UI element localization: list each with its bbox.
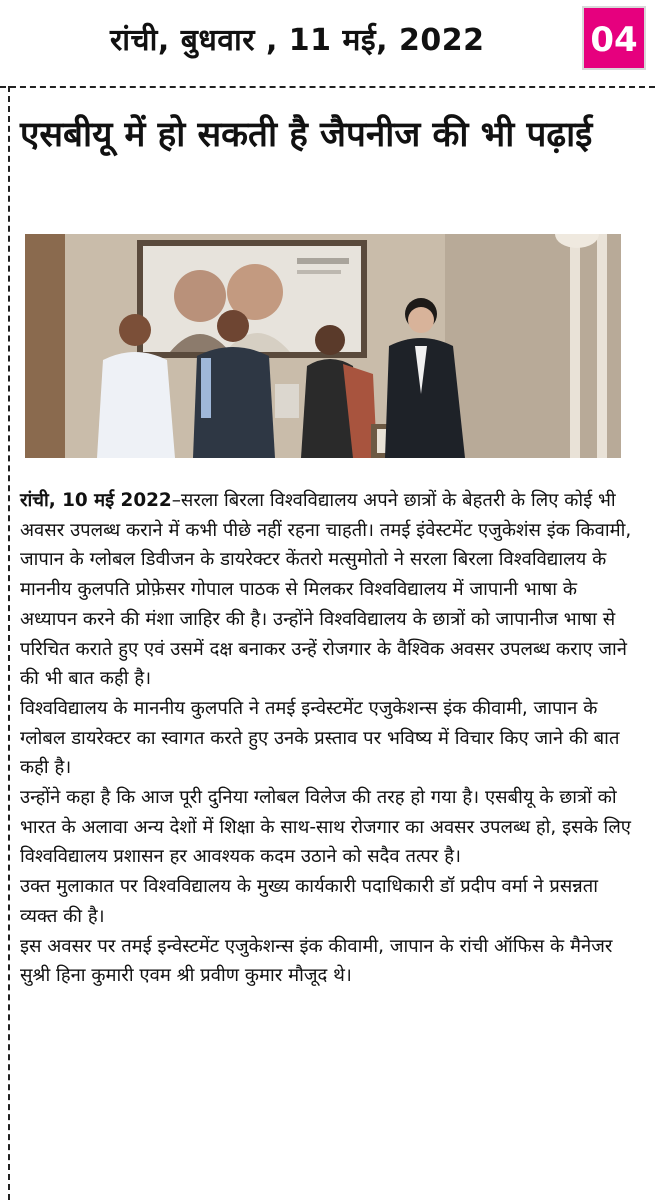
dateline: रांची, बुधवार , 11 मई, 2022 <box>110 23 485 58</box>
article-photo <box>25 234 621 458</box>
article-lead-dateline: रांची, 10 मई 2022 <box>20 490 172 511</box>
article-paragraph-text: –सरला बिरला विश्वविद्यालय अपने छात्रों के बेहतरी के लिए कोई भी अवसर उपलब्ध कराने में कभी पीछे नहीं रहना चाहती। तमई इंवेस्टमेंट एजुकेशंस इंक किवामी, जापान के ग्लोबल डिवीजन के डायरेक्टर केंतरो मत्सुमोतो ने सरला बिरला विश्वविद्यालय के माननीय कुलपति प्रोफ़ेसर गोपाल पाठक से मिलकर विश्वविद्यालय में जापानी भाषा के अध्यापन करने की मंशा जाहिर की है। उन्होंने विश्वविद्यालय के छात्रों को जापानीज भाषा से परिचित कराते हुए एवं उसमें दक्ष बनाकर उन्हें रोजगार के वैश्विक अवसर उपलब्ध कराए जाने की भी बात कही है। <box>20 490 632 690</box>
article-paragraph: विश्वविद्यालय के माननीय कुलपति ने तमई इन्वेस्टमेंट एजुकेशन्स इंक कीवामी, जापान के ग्लोबल डायरेक्टर का स्वागत करते हुए उनके प्रस्ताव पर भविष्य में विचार किए जाने की बात कही है। <box>20 697 620 779</box>
top-dashed-rule <box>0 86 655 88</box>
article-headline: एसबीयू में हो सकती है जैपनीज की भी पढ़ाई <box>20 115 593 155</box>
article-paragraph: इस अवसर पर तमई इन्वेस्टमेंट एजुकेशन्स इंक कीवामी, जापान के रांची ऑफिस के मैनेजर सुश्री हिना कुमारी एवम श्री प्रवीण कुमार मौजूद थे। <box>20 935 613 987</box>
article-paragraph <box>20 486 632 694</box>
page-number-badge: 04 <box>582 6 646 70</box>
photo-illustration <box>25 234 621 458</box>
article-paragraph: उन्होंने कहा है कि आज पूरी दुनिया ग्लोबल विलेज की तरह हो गया है। एसबीयू के छात्रों को भारत के अलावा अन्य देशों में शिक्षा के साथ-साथ रोजगार का अवसर उपलब्ध हो, इसके लिए विश्वविद्यालय प्रशासन हर आवश्यक कदम उठाने को सदैव तत्पर है। <box>20 787 631 868</box>
article-paragraph: उक्त मुलाकात पर विश्वविद्यालय के मुख्य कार्यकारी पदाधिकारी डॉ प्रदीप वर्मा ने प्रसन्नता व्यक्त की है। <box>20 876 598 927</box>
article-body <box>20 486 632 991</box>
page-header <box>0 0 655 80</box>
left-dashed-rule <box>8 86 10 1200</box>
